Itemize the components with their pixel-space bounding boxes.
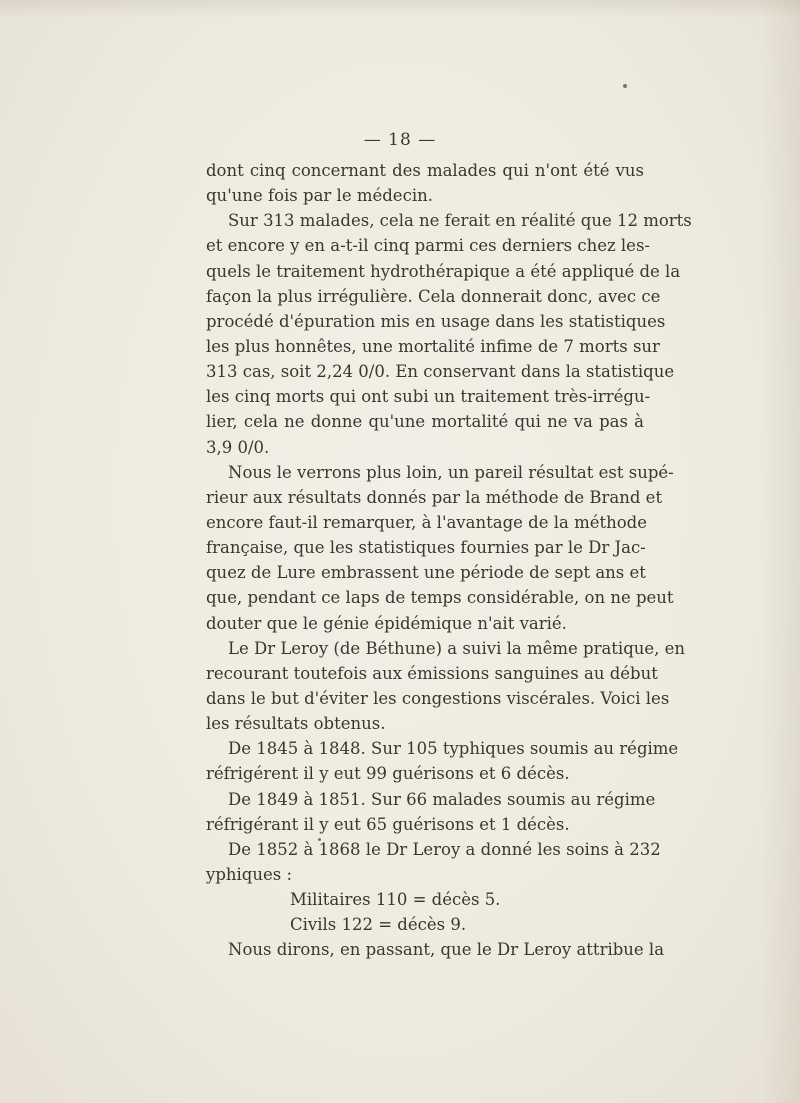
text-line: dans le but d'éviter les congestions viscérales. Voici les: [206, 688, 670, 708]
text-line: 3,9 0/0.: [206, 437, 270, 457]
body-text: [206, 158, 692, 963]
text-line: que, pendant ce laps de temps considérable, on ne peut: [206, 588, 674, 608]
text-line: qu'une fois par le médecin.: [206, 186, 433, 206]
text-line: les plus honnêtes, une mortalité infime de 7 morts sur: [206, 336, 660, 356]
page-edge-shadow: [760, 0, 800, 1103]
text-line: façon la plus irrégulière. Cela donnerait donc, avec ce: [206, 286, 661, 306]
text-line: les résultats obtenus.: [206, 714, 386, 734]
text-line: De 1849 à 1851. Sur 66 malades soumis au régime: [228, 789, 656, 809]
page-top-shadow: [0, 0, 800, 18]
page-number: — 18 —: [363, 130, 437, 150]
table-row: Militaires 110 = décès 5.: [290, 890, 501, 910]
text-line: et encore y en a-t-il cinq parmi ces derniers chez les-: [206, 236, 650, 256]
text-line: procédé d'épuration mis en usage dans les statistiques: [206, 311, 666, 331]
text-line: recourant toutefois aux émissions sanguines au début: [206, 663, 658, 683]
text-line: les cinq morts qui ont subi un traitement très-irrégu-: [206, 387, 651, 407]
ink-speck: [623, 84, 627, 88]
text-line: réfrigérent il y eut 99 guérisons et 6 décès.: [206, 764, 570, 784]
text-line: douter que le génie épidémique n'ait varié.: [206, 613, 567, 633]
text-line: De 1852 à 1868 le Dr Leroy a donné les soins à 232: [228, 839, 661, 859]
table-row: Civils 122 = décès 9.: [290, 915, 467, 935]
text-line: Nous dirons, en passant, que le Dr Leroy attribue la: [228, 940, 665, 960]
text-line: De 1845 à 1848. Sur 105 typhiques soumis au régime: [228, 739, 679, 759]
text-line: dont cinq concernant des malades qui n'ont été vus: [206, 161, 644, 180]
text-line: quels le traitement hydrothérapique a été appliqué de la: [206, 261, 681, 281]
text-line: encore faut-il remarquer, à l'avantage de la méthode: [206, 512, 647, 532]
text-line: Sur 313 malades, cela ne ferait en réalité que 12 morts: [228, 211, 692, 231]
text-line: Nous le verrons plus loin, un pareil résultat est supé-: [228, 462, 674, 482]
text-line: 313 cas, soit 2,24 0/0. En conservant dans la statistique: [206, 362, 675, 382]
text-line: lier, cela ne donne qu'une mortalité qui ne va pas à: [206, 412, 644, 432]
text-line: réfrigérant il y eut 65 guérisons et 1 décès.: [206, 814, 570, 834]
text-line: quez de Lure embrassent une période de sept ans et: [206, 563, 646, 583]
text-line: Le Dr Leroy (de Béthune) a suivi la même pratique, en: [228, 638, 686, 658]
text-line: yphiques :: [206, 864, 293, 884]
text-line: rieur aux résultats donnés par la méthode de Brand et: [206, 487, 663, 507]
text-line: française, que les statistiques fournies par le Dr Jac-: [206, 538, 646, 558]
